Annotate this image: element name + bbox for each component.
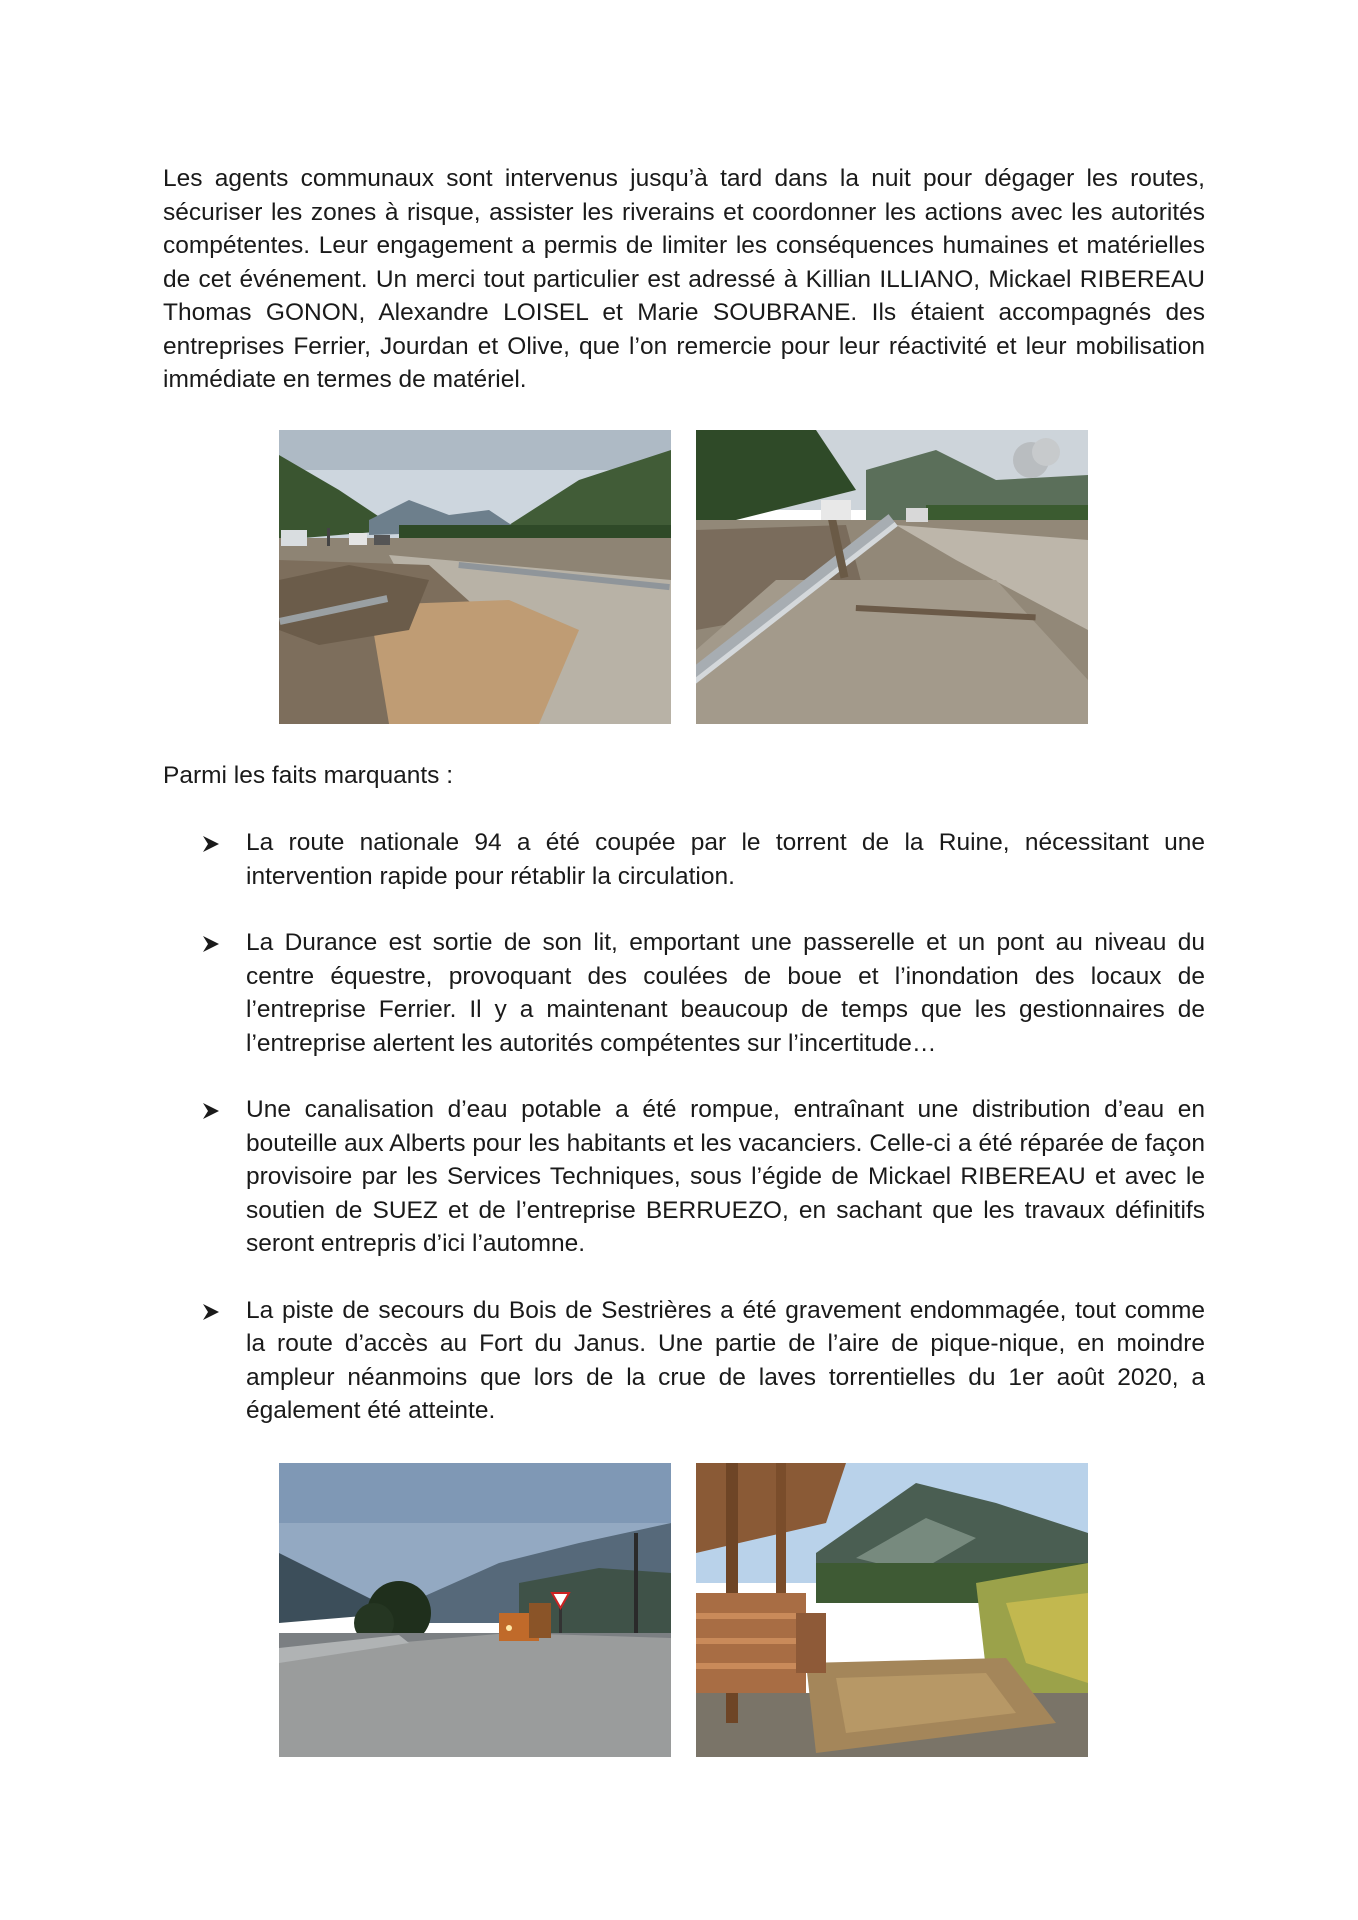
list-item [200,1093,1205,1261]
list-item-text: La Durance est sortie de son lit, emportant une passerelle et un pont au niveau du centre équestre, provoquant des coulées de boue et l’inondation des locaux de l’entreprise Ferrier. Il y a maintenant beaucoup de temps que les gestionnaires de l’entreprise alertent les autorités compétentes sur l’incertitude… [246,929,1205,1057]
arrowhead-bullet-icon [202,1102,220,1120]
photo-evening-road-truck [279,1463,671,1757]
photo-damaged-guardrail [696,430,1088,724]
list-item-text: La piste de secours du Bois de Sestrières a été gravement endommagée, tout comme la route d’accès au Fort du Janus. Une partie de l’aire de pique-nique, en moindre ampleur néanmoins que lors de la crue de laves torrentielles du 1er août 2020, a également été atteinte. [246,1296,1205,1424]
list-item [200,926,1205,1060]
highlights-list [200,826,1205,1428]
list-item-text: Une canalisation d’eau potable a été rompue, entraînant une distribution d’eau en bouteille aux Alberts pour les habitants et les vacanciers. Celle-ci a été réparée de façon provisoire par les Services Techniques, sous l’égide de Mickael RIBEREAU et avec le soutien de SUEZ et de l’entreprise BERRUEZO, en sachant que les travaux définitifs seront entrepris d’ici l’automne. [246,1096,1205,1257]
list-item [200,826,1205,893]
arrowhead-bullet-icon [202,935,220,953]
arrowhead-bullet-icon [202,835,220,853]
list-item-text: La route nationale 94 a été coupée par le torrent de la Ruine, nécessitant une intervention rapide pour rétablir la circulation. [246,829,1205,890]
arrowhead-bullet-icon [202,1303,220,1321]
intro-paragraph: Les agents communaux sont intervenus jusqu’à tard dans la nuit pour dégager les routes, sécuriser les zones à risque, assister les riverains et coordonner les actions avec les autorités compétentes. Leur engagement a permis de limiter les conséquences humaines et matérielles de cet événement. Un merci tout particulier est adressé à Killian ILLIANO, Mickael RIBEREAU Thomas GONON, Alexandre LOISEL et Marie SOUBRANE. Ils étaient accompagnés des entreprises Ferrier, Jourdan et Olive, que l’on remercie pour leur réactivité et leur mobilisation immédiate en termes de matériel. [163,165,1205,393]
photo-flooded-yard [696,1463,1088,1757]
photo-mudflow-road [279,430,671,724]
list-item [200,1294,1205,1428]
highlights-heading: Parmi les faits marquants : [163,762,454,789]
